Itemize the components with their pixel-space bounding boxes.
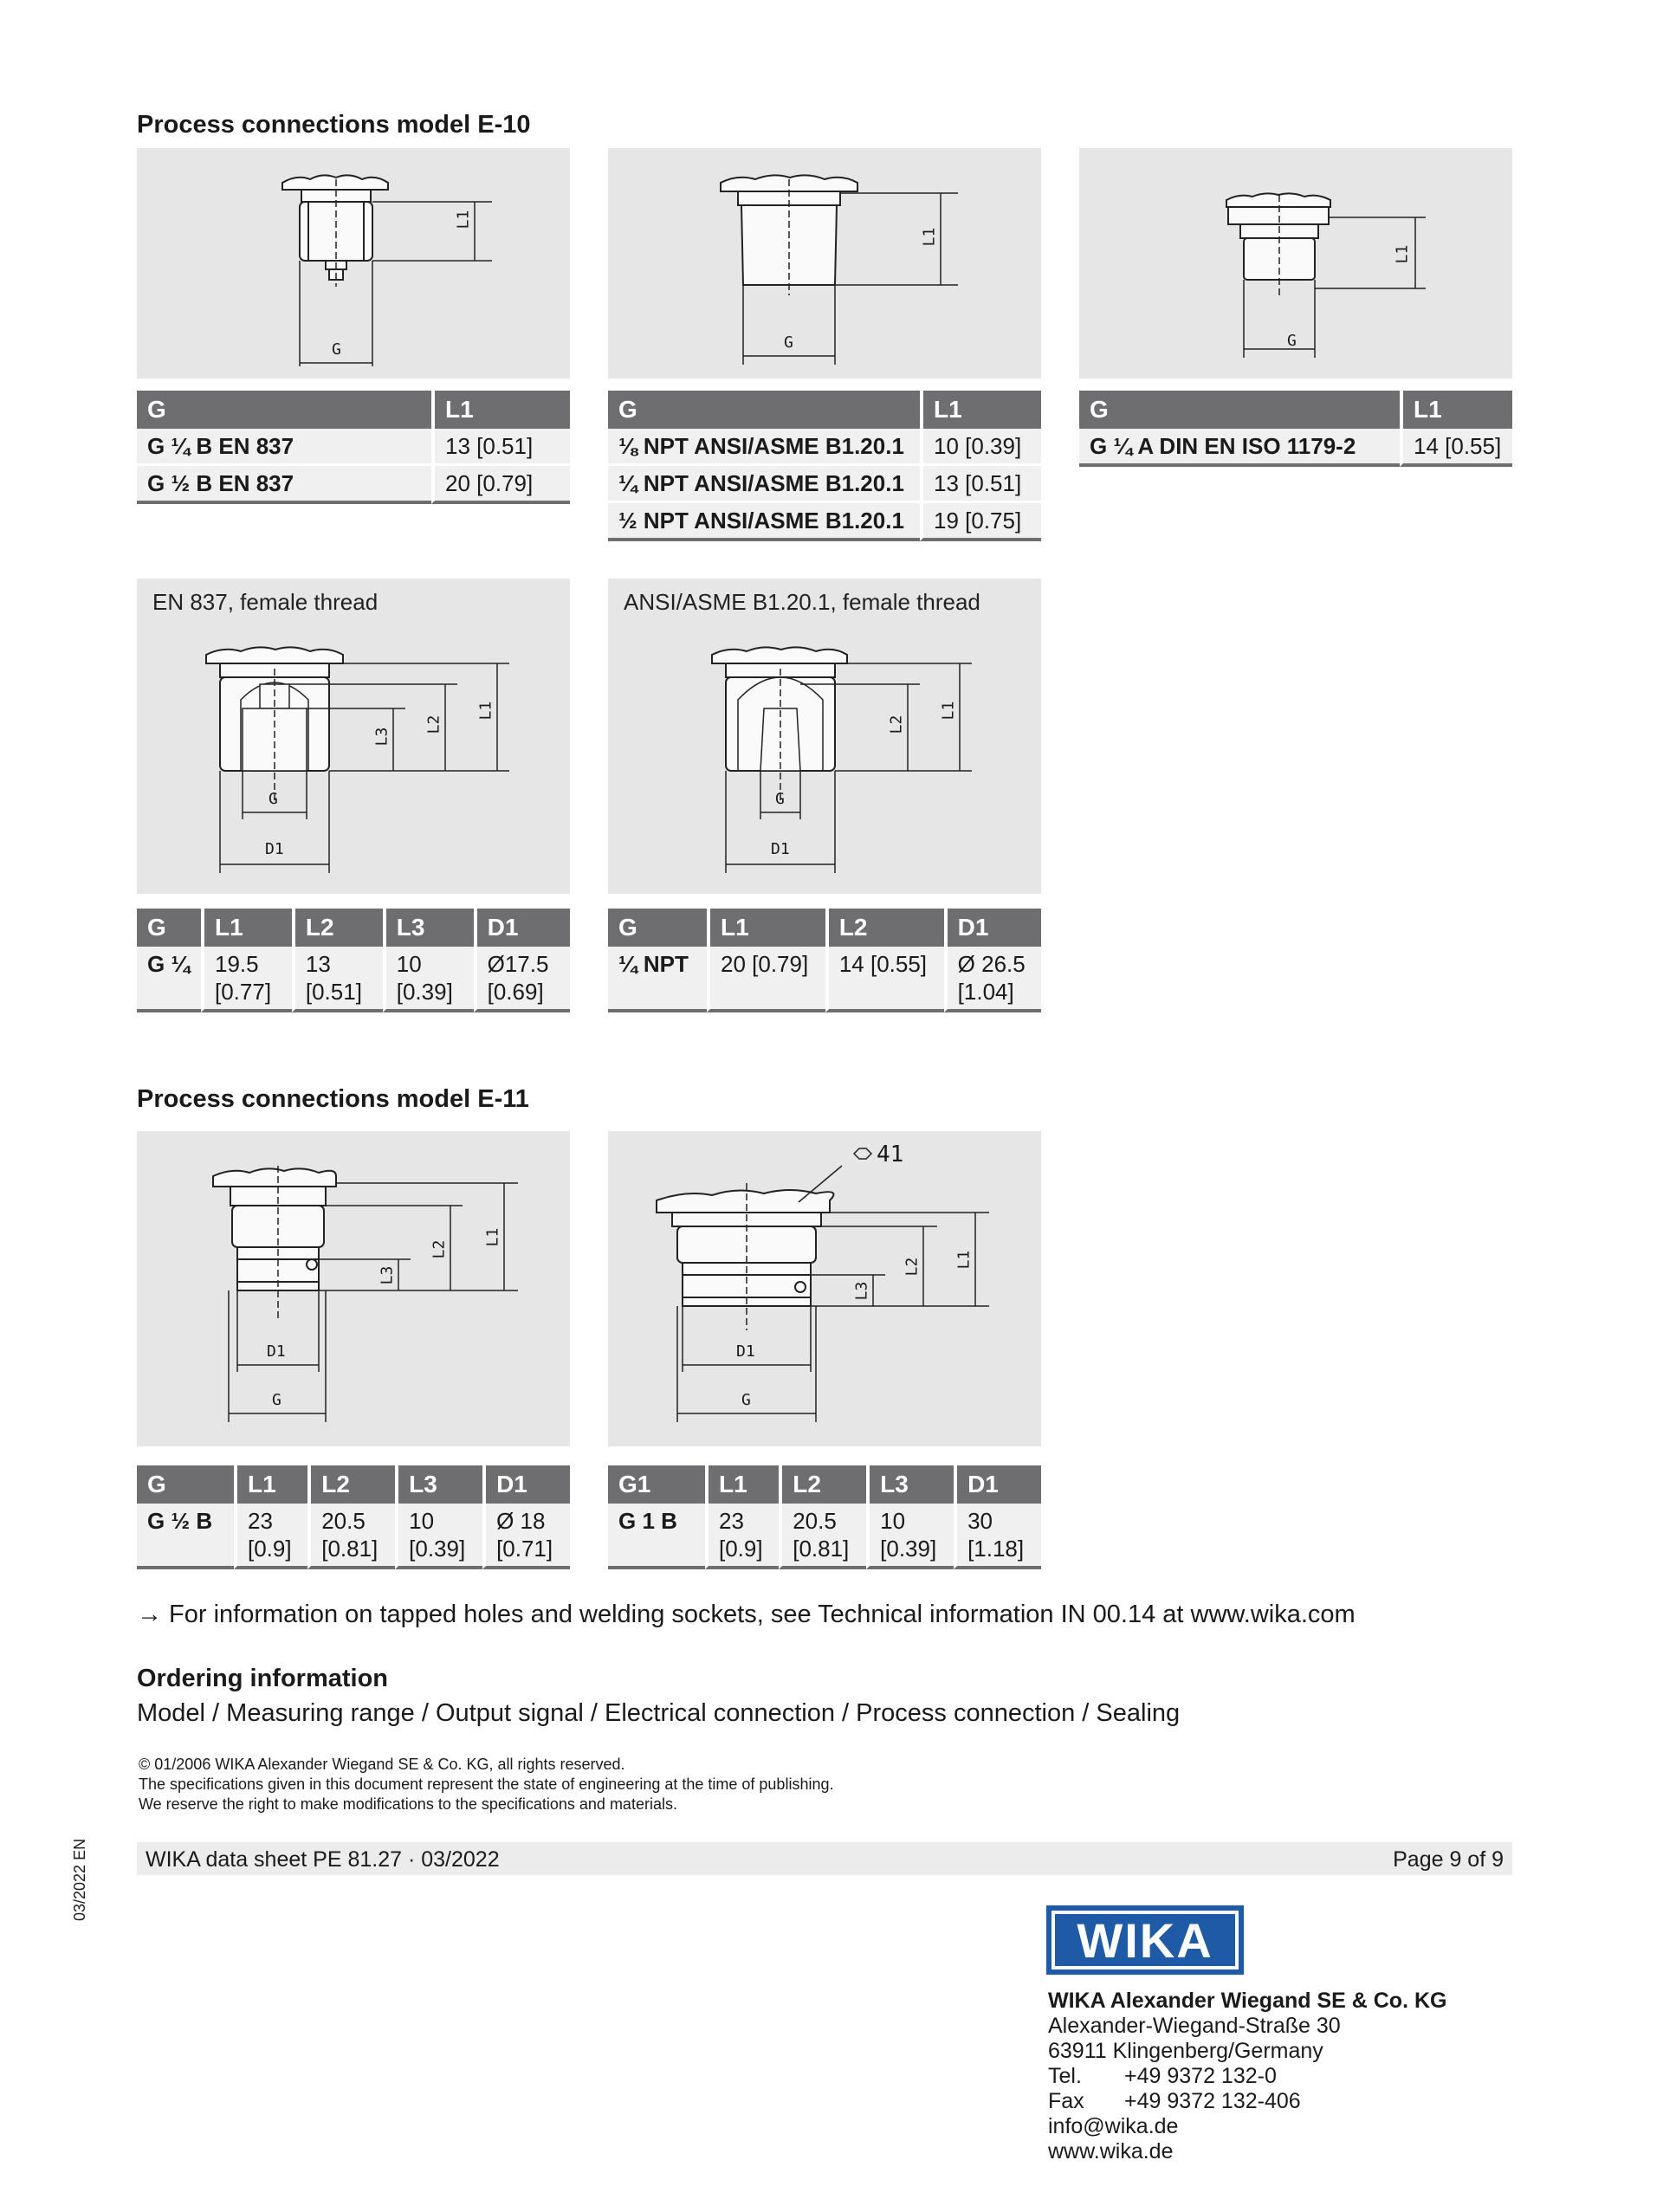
col-header: L2	[292, 909, 383, 947]
label-g: G	[332, 340, 341, 359]
col-header: L1	[705, 1465, 779, 1504]
label-d1: D1	[267, 1342, 286, 1361]
cell: 13 [0.51]	[292, 947, 383, 1012]
drawing-en837-female	[137, 579, 570, 894]
ordering-title: Ordering information	[137, 1665, 388, 1692]
table-row	[137, 429, 570, 466]
footer-bar	[137, 1842, 1512, 1875]
label-d1: D1	[265, 840, 284, 858]
panel-label: EN 837, female thread	[152, 589, 379, 615]
side-date-code: 03/2022 EN	[71, 1838, 88, 1921]
cell: 14 [0.55]	[1400, 429, 1512, 467]
col-header: D1	[944, 909, 1041, 947]
cell: G ¼	[137, 947, 201, 1012]
fitting-drawing	[608, 579, 1041, 894]
label-l2: L2	[887, 715, 906, 734]
col-header: D1	[474, 909, 570, 947]
cell: G ¼ B EN 837	[137, 429, 431, 466]
cell: ¼ NPT	[608, 947, 707, 1012]
wika-logo	[1046, 1905, 1244, 1975]
spec-table-e11-g1	[608, 1465, 1041, 1569]
label-g: G	[784, 333, 793, 352]
label-d1: D1	[736, 1342, 755, 1361]
spec-table-en837-female	[137, 909, 570, 1012]
label-g: G	[1287, 332, 1297, 350]
footer-doc-id: WIKA data sheet PE 81.27 · 03/2022	[146, 1847, 500, 1872]
logo-text: WIKA	[1077, 1913, 1213, 1968]
company-address	[1048, 1989, 1446, 2164]
cell: Ø 26.5 [1.04]	[944, 947, 1041, 1012]
col-header: L3	[866, 1465, 954, 1504]
cell: 10 [0.39]	[395, 1504, 482, 1569]
company-tel	[1048, 2064, 1446, 2089]
company-name: WIKA Alexander Wiegand SE & Co. KG	[1048, 1989, 1447, 2013]
label-l2: L2	[430, 1239, 449, 1259]
copyright-line: © 01/2006 WIKA Alexander Wiegand SE & Co. KG, all rights reserved.	[139, 1756, 625, 1773]
panel-label: ANSI/ASME B1.20.1, female thread	[624, 589, 980, 615]
cell: G ¼ A DIN EN ISO 1179-2	[1079, 429, 1400, 467]
table-row	[608, 429, 1041, 466]
section-title-e11: Process connections model E-11	[137, 1085, 529, 1113]
col-header: G	[608, 391, 920, 429]
cell: 20 [0.79]	[431, 466, 570, 504]
drawing-ansi-female	[608, 579, 1041, 894]
col-header: L1	[1400, 391, 1512, 429]
col-header: L1	[234, 1465, 307, 1504]
company-email[interactable]: info@wika.de	[1048, 2114, 1179, 2138]
table-row	[608, 466, 1041, 503]
cell: 19.5 [0.77]	[201, 947, 292, 1012]
col-header: G	[137, 1465, 234, 1504]
cell: ⅛ NPT ANSI/ASME B1.20.1	[608, 429, 920, 466]
label-l2: L2	[424, 715, 443, 734]
cell: 23 [0.9]	[234, 1504, 307, 1569]
fitting-drawing	[137, 1131, 570, 1446]
spec-table-e11-g-half	[137, 1465, 570, 1569]
fitting-drawing	[137, 148, 570, 378]
label-l1: L1	[1393, 244, 1412, 264]
cell: 23 [0.9]	[705, 1504, 779, 1569]
cell: 19 [0.75]	[920, 503, 1041, 541]
col-header: L1	[201, 909, 292, 947]
cell: G ½ B	[137, 1504, 234, 1569]
drawing-e11-g1	[608, 1131, 1041, 1446]
spec-table-e10-din	[1079, 391, 1512, 467]
col-header: L1	[707, 909, 825, 947]
cell: ½ NPT ANSI/ASME B1.20.1	[608, 503, 920, 541]
label-l2: L2	[903, 1257, 922, 1277]
cell: 20.5 [0.81]	[307, 1504, 395, 1569]
label-d1: D1	[771, 840, 790, 858]
drawing-e10-g-b-en837	[137, 148, 570, 378]
col-header: L1	[431, 391, 570, 429]
table-row	[137, 1504, 570, 1569]
ordering-body: Model / Measuring range / Output signal / Electrical connection / Process connection / Sealing	[137, 1699, 1181, 1727]
drawing-e10-din	[1079, 148, 1512, 378]
spec-table-e10-npt	[608, 391, 1041, 541]
cell: 10 [0.39]	[383, 947, 474, 1012]
fax-value: +49 9372 132-406	[1124, 2089, 1301, 2113]
col-header: G	[1079, 391, 1400, 429]
label-l1: L1	[954, 1250, 974, 1270]
fitting-drawing	[608, 1131, 1041, 1446]
cell: G ½ B EN 837	[137, 466, 431, 504]
company-city: 63911 Klingenberg/Germany	[1048, 2039, 1323, 2063]
label-l1: L1	[476, 701, 495, 721]
drawing-e11-g-half	[137, 1131, 570, 1446]
spec-table-ansi-female	[608, 909, 1041, 1012]
cell: 30 [1.18]	[954, 1504, 1041, 1569]
table-row	[608, 947, 1041, 1012]
footer-page-number: Page 9 of 9	[1393, 1847, 1504, 1872]
label-g: G	[272, 1391, 281, 1409]
col-header: D1	[954, 1465, 1041, 1504]
label-l1: L1	[454, 210, 473, 230]
cell: Ø17.5 [0.69]	[474, 947, 570, 1012]
company-street: Alexander-Wiegand-Straße 30	[1048, 2014, 1341, 2038]
col-header: G1	[608, 1465, 705, 1504]
info-hint: → For information on tapped holes and welding sockets, see Technical information IN 00.14 at www.wika.com	[137, 1601, 1356, 1628]
cell: 20 [0.79]	[707, 947, 825, 1012]
copyright-line: The specifications given in this document represent the state of engineering at the time of publishing.	[139, 1775, 834, 1793]
table-row	[137, 466, 570, 504]
label-l3: L3	[378, 1265, 397, 1285]
drawing-e10-npt	[608, 148, 1041, 378]
cell: 13 [0.51]	[920, 466, 1041, 503]
table-row	[137, 947, 570, 1012]
section-title-e10: Process connections model E-10	[137, 111, 531, 139]
col-header: L2	[779, 1465, 866, 1504]
fitting-drawing	[137, 579, 570, 894]
col-header: L3	[395, 1465, 482, 1504]
cell: 20.5 [0.81]	[779, 1504, 866, 1569]
col-header: D1	[482, 1465, 570, 1504]
fitting-drawing	[608, 148, 1041, 378]
company-fax	[1048, 2089, 1446, 2114]
table-row	[608, 503, 1041, 541]
fax-label: Fax	[1048, 2089, 1084, 2113]
label-hex-size: 41	[877, 1142, 904, 1167]
col-header: G	[608, 909, 707, 947]
col-header: L2	[825, 909, 944, 947]
table-row	[608, 1504, 1041, 1569]
copyright-block	[139, 1755, 833, 1814]
col-header: L1	[920, 391, 1041, 429]
col-header: G	[137, 909, 201, 947]
label-l3: L3	[372, 727, 391, 747]
tel-value: +49 9372 132-0	[1124, 2064, 1277, 2088]
cell: Ø 18 [0.71]	[482, 1504, 570, 1569]
label-l1: L1	[920, 227, 939, 247]
cell: 10 [0.39]	[920, 429, 1041, 466]
label-l1: L1	[483, 1227, 502, 1247]
col-header: G	[137, 391, 431, 429]
col-header: L3	[383, 909, 474, 947]
cell: 10 [0.39]	[866, 1504, 954, 1569]
table-row	[1079, 429, 1512, 467]
cell: ¼ NPT ANSI/ASME B1.20.1	[608, 466, 920, 503]
label-l1: L1	[939, 701, 958, 721]
label-g: G	[775, 790, 785, 808]
label-g: G	[269, 790, 278, 808]
cell: 13 [0.51]	[431, 429, 570, 466]
cell: 14 [0.55]	[825, 947, 944, 1012]
tel-label: Tel.	[1048, 2064, 1082, 2088]
copyright-line: We reserve the right to make modifications to the specifications and materials.	[139, 1795, 677, 1813]
label-g: G	[741, 1391, 751, 1409]
col-header: L2	[307, 1465, 395, 1504]
company-web[interactable]: www.wika.de	[1048, 2139, 1174, 2163]
cell: G 1 B	[608, 1504, 705, 1569]
spec-table-e10-en837	[137, 391, 570, 504]
label-l3: L3	[852, 1281, 871, 1301]
